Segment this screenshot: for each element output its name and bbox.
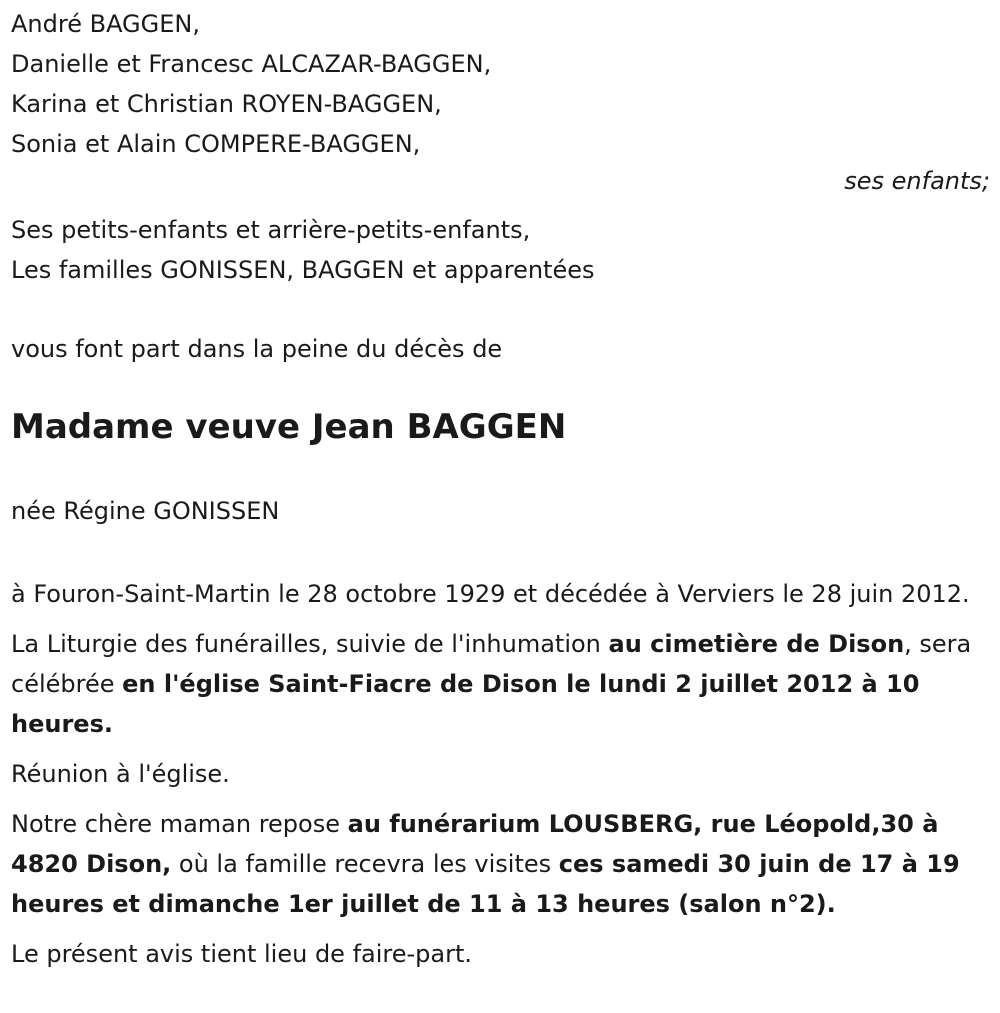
closing-paragraph: Le présent avis tient lieu de faire-part.	[11, 940, 473, 968]
relatives-list	[11, 210, 990, 290]
children-list	[11, 4, 990, 164]
visitation-text-1: Notre chère maman repose	[11, 810, 348, 838]
visitation-paragraph	[11, 804, 990, 924]
visitation-location: au funérarium LOUSBERG, rue Léopold,30 à 4820 Dison,	[11, 810, 939, 878]
child-line: Sonia et Alain COMPERE-BAGGEN,	[11, 130, 421, 158]
relatives-line: Les familles GONISSEN, BAGGEN et apparentées	[11, 256, 595, 284]
children-label: ses enfants;	[844, 167, 990, 195]
deceased-name: Madame veuve Jean BAGGEN	[11, 407, 567, 447]
child-line: Karina et Christian ROYEN-BAGGEN,	[11, 90, 442, 118]
funeral-text-1: La Liturgie des funérailles, suivie de l'inhumation	[11, 630, 609, 658]
obituary-notice	[0, 4, 1000, 1013]
visitation-hours: ces samedi 30 juin de 17 à 19 heures et dimanche 1er juillet de 11 à 13 heures (salon n°2).	[11, 850, 960, 918]
funeral-paragraph	[11, 624, 990, 744]
visitation-text-2: où la famille recevra les visites	[171, 850, 559, 878]
child-line: Danielle et Francesc ALCAZAR-BAGGEN,	[11, 50, 492, 78]
child-line: André BAGGEN,	[11, 10, 200, 38]
funeral-text-2: , sera célébrée	[11, 630, 972, 698]
dates-paragraph: à Fouron-Saint-Martin le 28 octobre 1929 et décédée à Verviers le 28 juin 2012.	[11, 580, 970, 608]
relatives-line: Ses petits-enfants et arrière-petits-enfants,	[11, 216, 531, 244]
funeral-church-time: en l'église Saint-Fiacre de Dison le lundi 2 juillet 2012 à 10 heures.	[11, 670, 920, 738]
birth-name: née Régine GONISSEN	[11, 497, 280, 525]
funeral-cemetery: au cimetière de Dison	[608, 630, 905, 658]
reunion-paragraph: Réunion à l'église.	[11, 760, 230, 788]
announcement-text: vous font part dans la peine du décès de	[11, 335, 503, 363]
